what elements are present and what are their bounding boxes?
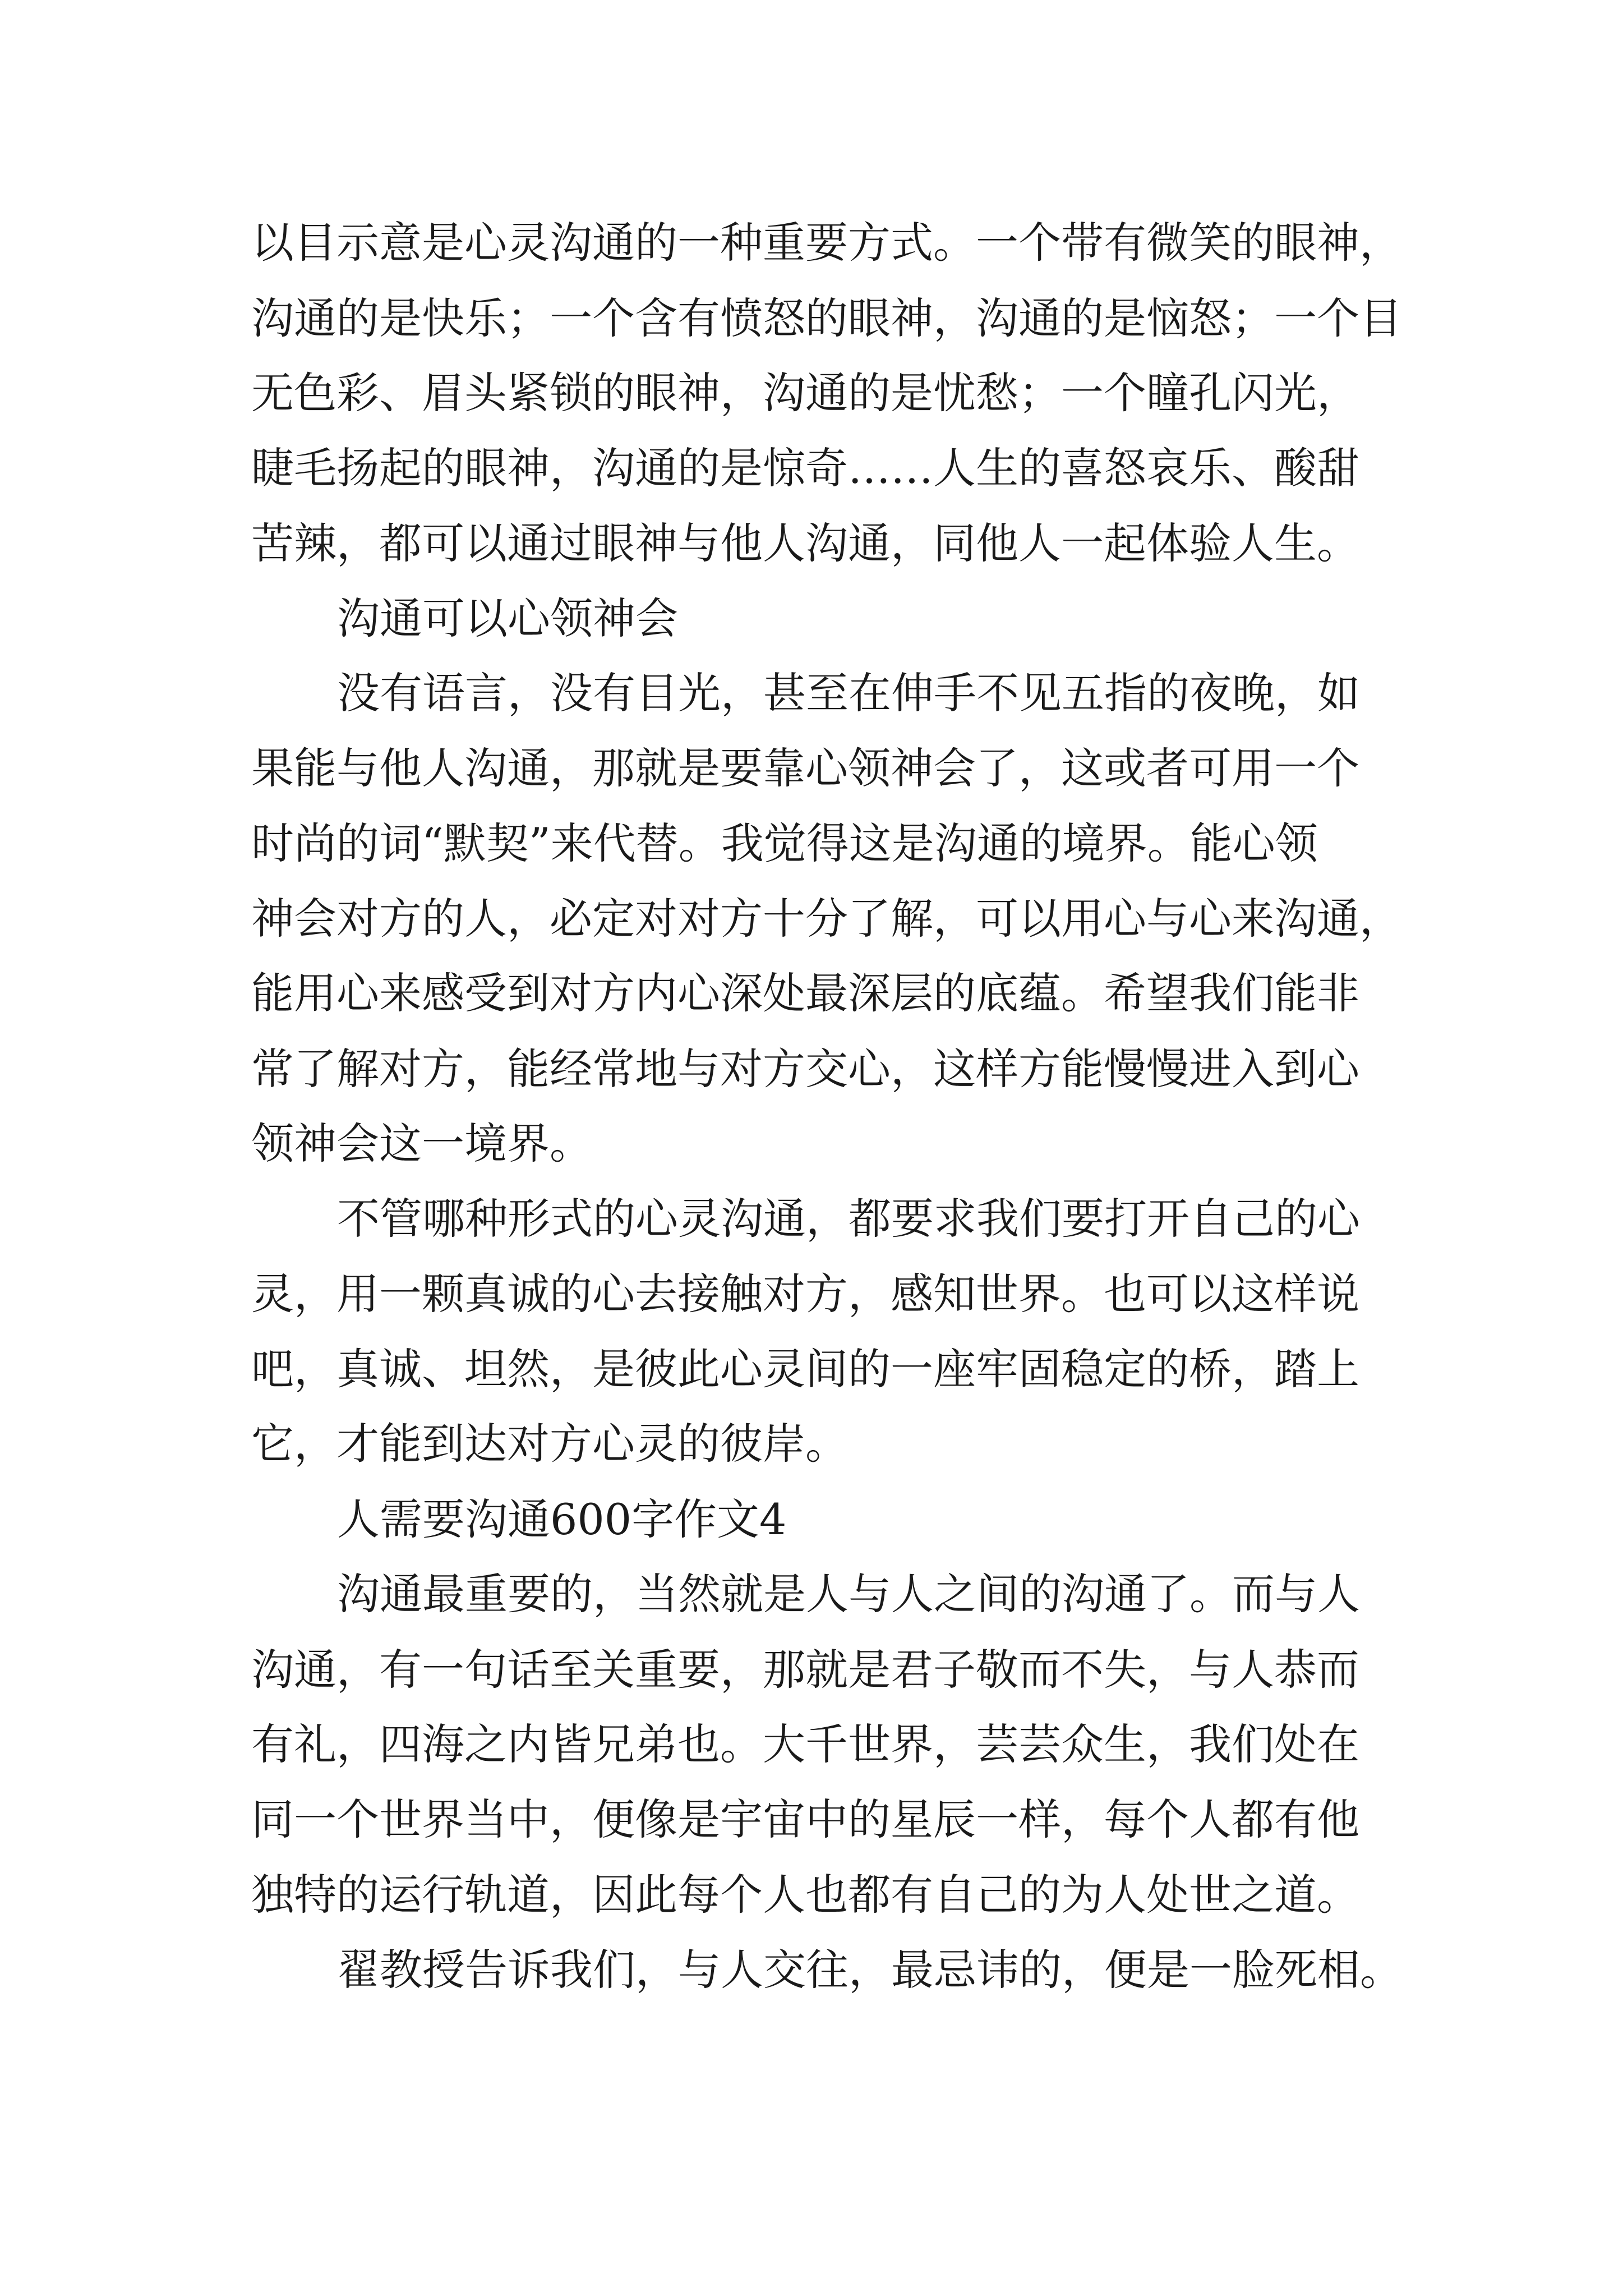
text-line: 独特的运行轨道，因此每个人也都有自己的为人处世之道。	[251, 1870, 1359, 1920]
text-line: 吧，真诚、坦然，是彼此心灵间的一座牢固稳定的桥，踏上	[251, 1344, 1359, 1394]
text-line: 它，才能到达对方心灵的彼岸。	[251, 1419, 848, 1469]
text-line: 睫毛扬起的眼神，沟通的是惊奇……人生的喜怒哀乐、酸甜	[251, 443, 1359, 493]
text-line: 灵，用一颗真诚的心去接触对方，感知世界。也可以这样说	[251, 1269, 1359, 1319]
text-line: 以目示意是心灵沟通的一种重要方式。一个带有微笑的眼神，	[251, 218, 1402, 268]
text-line: 沟通，有一句话至关重要，那就是君子敬而不失，与人恭而	[251, 1645, 1359, 1695]
section-heading: 人需要沟通600字作文4	[337, 1494, 787, 1544]
text-line: 同一个世界当中，便像是宇宙中的星辰一样，每个人都有他	[251, 1795, 1359, 1844]
section-heading: 沟通可以心领神会	[337, 593, 678, 643]
text-line: 常了解对方，能经常地与对方交心，这样方能慢慢进入到心	[251, 1044, 1359, 1094]
text-line: 有礼，四海之内皆兄弟也。大千世界，芸芸众生，我们处在	[251, 1719, 1359, 1769]
text-line: 翟教授告诉我们，与人交往，最忌讳的，便是一脸死相。	[337, 1945, 1403, 1995]
text-line: 无色彩、眉头紧锁的眼神，沟通的是忧愁；一个瞳孔闪光，	[251, 368, 1359, 418]
text-line: 领神会这一境界。	[251, 1119, 592, 1168]
text-line: 沟通的是快乐；一个含有愤怒的眼神，沟通的是恼怒；一个目	[251, 293, 1402, 343]
text-line: 时尚的词“默契”来代替。我觉得这是沟通的境界。能心领	[251, 818, 1318, 868]
text-line: 神会对方的人，必定对对方十分了解，可以用心与心来沟通，	[251, 894, 1402, 944]
text-line: 苦辣，都可以通过眼神与他人沟通，同他人一起体验人生。	[251, 518, 1359, 568]
text-line: 沟通最重要的，当然就是人与人之间的沟通了。而与人	[337, 1569, 1360, 1619]
text-line: 能用心来感受到对方内心深处最深层的底蕴。希望我们能非	[251, 968, 1359, 1018]
text-line: 没有语言，没有目光，甚至在伸手不见五指的夜晚，如	[337, 668, 1360, 718]
text-line: 果能与他人沟通，那就是要靠心领神会了，这或者可用一个	[251, 743, 1359, 793]
text-line: 不管哪种形式的心灵沟通，都要求我们要打开自己的心	[337, 1194, 1360, 1244]
